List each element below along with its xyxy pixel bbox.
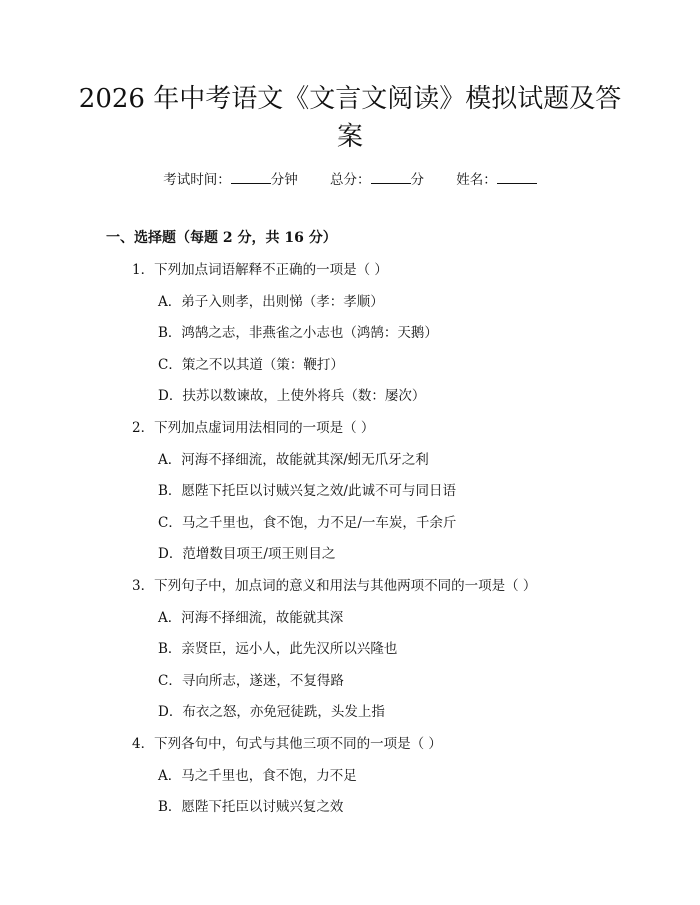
student-name-blank[interactable] [497, 171, 537, 184]
question-4: 4．下列各句中，句式与其他三项不同的一项是（ ） [132, 736, 442, 752]
question-2-option: B．愿陛下托臣以讨贼兴复之效/此诚不可与同日语 [158, 483, 456, 500]
question-3-option: D．布衣之怒，亦免冠徒跣，头发上指 [158, 704, 385, 721]
question-1-option: D．扶苏以数谏故，上使外将兵（数：屡次） [158, 388, 426, 405]
exam-info [0, 168, 700, 188]
question-3: 3．下列句子中，加点词的意义和用法与其他两项不同的一项是（ ） [132, 578, 537, 594]
exam-time-unit: 分钟 [270, 172, 298, 188]
question-1-option: B．鸿鹄之志，非燕雀之小志也（鸿鹄：天鹅） [158, 325, 438, 342]
question-1-option: C．策之不以其道（策：鞭打） [158, 356, 344, 373]
total-score-unit: 分 [410, 172, 424, 188]
question-3-option: C．寻向所志，遂迷，不复得路 [158, 672, 344, 689]
page-title: 2026 年中考语文《文言文阅读》模拟试题及答案 [78, 84, 622, 152]
section-heading: 一、选择题（每题 2 分，共 16 分） [106, 230, 337, 246]
question-4-option: B．愿陛下托臣以讨贼兴复之效 [158, 799, 344, 816]
exam-time-label: 考试时间： [163, 172, 231, 188]
total-score [330, 172, 428, 188]
question-4-option: A．马之千里也，食不饱，力不足 [158, 767, 357, 784]
question-1: 1．下列加点词语解释不正确的一项是（ ） [132, 262, 388, 278]
question-2-option: D．范增数目项王/项王则目之 [158, 546, 336, 563]
exam-time [163, 172, 302, 188]
question-2-option: A．河海不择细流，故能就其深/蚓无爪牙之利 [158, 451, 429, 468]
question-3-option: A．河海不择细流，故能就其深 [158, 609, 344, 626]
question-2-option: C．马之千里也，食不饱，力不足/一车炭，千余斤 [158, 514, 457, 531]
question-3-option: B．亲贤臣，远小人，此先汉所以兴隆也 [158, 641, 398, 658]
question-2: 2．下列加点虚词用法相同的一项是（ ） [132, 420, 375, 436]
student-name-label: 姓名： [456, 172, 497, 188]
total-score-label: 总分： [330, 172, 371, 188]
student-name [456, 172, 537, 188]
question-1-option: A．弟子入则孝，出则悌（孝：孝顺） [158, 293, 384, 310]
exam-time-blank[interactable] [231, 171, 271, 184]
total-score-blank[interactable] [371, 171, 411, 184]
